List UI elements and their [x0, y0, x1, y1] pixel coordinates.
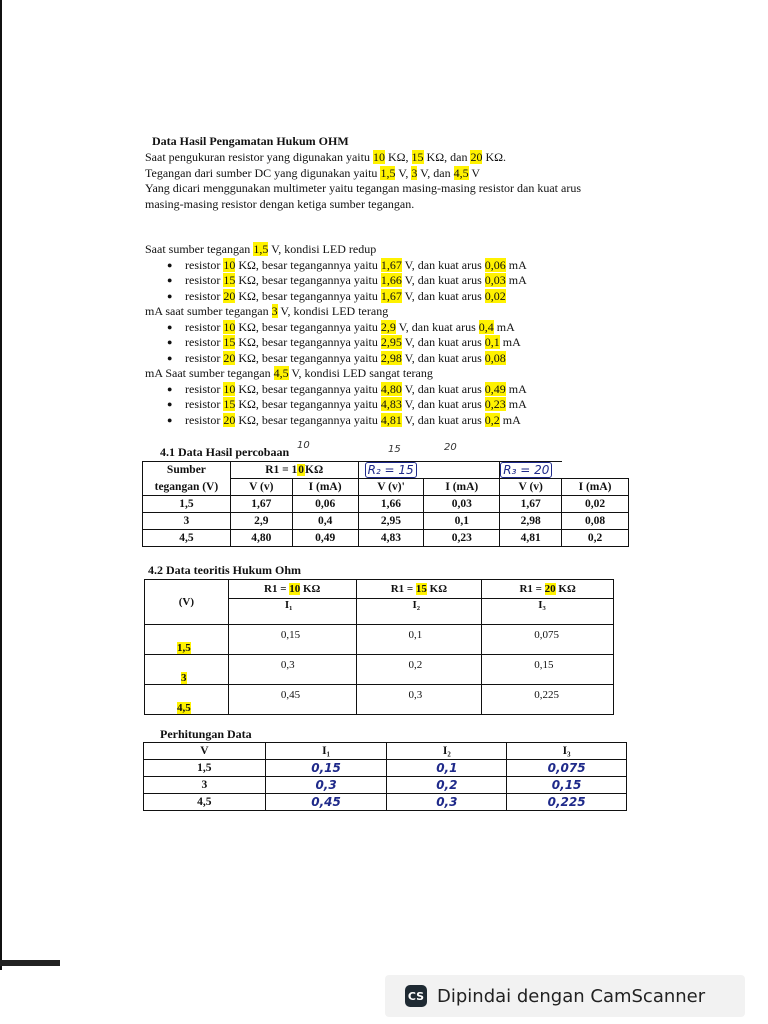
highlight-value: 2,95	[380, 335, 402, 349]
table-cell: 0,15	[228, 625, 356, 655]
highlight-value: 2,98	[380, 350, 402, 365]
list-item	[145, 335, 527, 351]
bullet-text: resistor	[185, 288, 224, 303]
table-row	[144, 794, 627, 811]
highlight-value: 0,08	[484, 350, 506, 365]
intro-text: Saat pengukuran resistor yang digunakan yaitu	[145, 150, 373, 164]
list-item	[145, 413, 527, 429]
table-header-cell	[230, 462, 358, 479]
table-row	[144, 760, 627, 777]
table-header-row	[145, 580, 614, 599]
highlight-value: 0,49	[484, 381, 506, 396]
highlight-value: 3	[271, 304, 278, 318]
table1-title: 4.1 Data Hasil percobaan	[160, 445, 290, 459]
header-text: KΩ	[555, 583, 576, 596]
list-item	[145, 397, 527, 413]
table2-title: 4.2 Data teoritis Hukum Ohm	[148, 563, 301, 577]
bullet-text: V, dan kuat arus	[401, 350, 485, 365]
bullet-unit: mA	[499, 412, 521, 427]
highlight-value: 10	[372, 150, 385, 164]
highlight-value: 1,5	[380, 165, 396, 180]
highlight-value: 0,4	[478, 319, 494, 334]
bullet-list	[145, 258, 527, 305]
highlight-value: 20	[470, 150, 483, 164]
bullet-text: KΩ, besar tegangannya yaitu	[235, 335, 381, 349]
highlight-mark: 0	[298, 464, 305, 476]
highlight-value: 10	[223, 257, 236, 272]
bullet-text: KΩ, besar tegangannya yaitu	[235, 319, 381, 334]
highlight-value: 0,1	[484, 335, 500, 349]
bullet-text: resistor	[185, 397, 224, 411]
list-item	[145, 382, 527, 398]
highlight-value: 0,02	[484, 288, 506, 303]
bullet-text: KΩ, besar tegangannya yaitu	[235, 273, 381, 287]
bullet-text: KΩ, besar tegangannya yaitu	[235, 397, 381, 411]
table-header-cell: I₂	[387, 743, 507, 760]
intro-text: Tegangan dari sumber DC yang digunakan yaitu	[145, 165, 381, 180]
document-section	[152, 134, 349, 150]
highlight-value: 1,67	[380, 257, 402, 272]
bullet-unit: mA	[499, 335, 521, 349]
highlight-value: 4,81	[380, 412, 402, 427]
table-cell: 0,45	[228, 685, 356, 715]
intro-line-2	[145, 166, 581, 182]
table-cell: 1,67	[500, 496, 562, 513]
highlight-value: 10	[223, 319, 236, 334]
handwritten-cell: 0,45	[265, 794, 387, 811]
highlight-value: 15	[411, 150, 424, 164]
table-header-cell	[358, 462, 500, 479]
table-cell: 0,08	[562, 513, 629, 530]
table-row	[143, 513, 629, 530]
handwritten-cell: 0,075	[507, 760, 627, 777]
list-item	[145, 320, 527, 336]
table-cell: 4,80	[230, 530, 292, 547]
table-row	[145, 625, 614, 655]
bullet-text: resistor	[185, 257, 224, 272]
header-text: R1 =	[264, 583, 290, 596]
group-heading	[145, 366, 527, 382]
observation-groups	[145, 242, 527, 428]
highlight-value: 10	[223, 381, 236, 396]
group-heading-text: Saat sumber tegangan	[145, 242, 254, 256]
group-heading	[145, 304, 527, 320]
table-row	[144, 777, 627, 794]
table-cell: 0,4	[292, 513, 358, 530]
table-cell: 1,67	[230, 496, 292, 513]
bullet-unit: mA	[505, 381, 527, 396]
group-heading	[145, 242, 527, 258]
pen-mark-r2: 15	[388, 444, 401, 455]
intro-text: V	[468, 165, 481, 180]
intro-text: V,	[395, 165, 412, 180]
table-cell: 4,81	[500, 530, 562, 547]
table-cell: 4,83	[358, 530, 424, 547]
bullet-text: V, dan kuat arus	[401, 412, 485, 427]
bullet-text: V, dan kuat arus	[401, 381, 485, 396]
handwritten-cell: 0,1	[387, 760, 507, 777]
group-heading-text: mA Saat sumber tegangan	[145, 366, 274, 380]
handwritten-label: R₂ = 15	[365, 462, 417, 478]
handwritten-cell: 0,225	[507, 794, 627, 811]
highlight-value: 3	[411, 165, 418, 180]
highlight-value: 0,23	[484, 397, 506, 411]
highlight-value: 4,5	[273, 366, 289, 380]
table-header-cell	[228, 580, 356, 599]
table-cell: 1,5	[143, 496, 231, 513]
table-header-row	[144, 743, 627, 760]
table-cell: 2,95	[358, 513, 424, 530]
pen-mark-r3: 20	[444, 442, 457, 453]
table-header-cell: V	[144, 743, 266, 760]
handwritten-cell: 0,15	[265, 760, 387, 777]
table-header-cell: (V)	[145, 580, 229, 625]
table-cell: 0,225	[482, 685, 614, 715]
table-cell: 0,15	[482, 655, 614, 685]
group-heading-text: V, kondisi LED redup	[268, 242, 377, 256]
intro-line-3: Yang dicari menggunakan multimeter yaitu tegangan masing-masing resistor dan kuat arus	[145, 181, 582, 195]
intro-text: KΩ, dan	[423, 150, 471, 164]
highlight-value: 0,2	[484, 412, 500, 427]
table-header-cell	[562, 462, 629, 479]
table-cell: 0,075	[482, 625, 614, 655]
table-row	[143, 496, 629, 513]
table-cell	[145, 655, 229, 685]
header-text: R1 = 1	[265, 464, 298, 476]
highlight-value: 15	[223, 397, 236, 411]
table-header-cell: I (mA)	[562, 479, 629, 496]
highlight-value: 10	[289, 583, 301, 596]
intro-text: KΩ.	[482, 150, 507, 164]
document-heading: Data Hasil Pengamatan Hukum OHM	[152, 134, 349, 148]
handwritten-cell: 0,15	[507, 777, 627, 794]
bullet-text: KΩ, besar tegangannya yaitu	[235, 412, 381, 427]
camscanner-watermark	[385, 975, 745, 1017]
table-cell: 0,49	[292, 530, 358, 547]
data-table-percobaan	[142, 461, 629, 547]
highlight-value: 20	[544, 583, 556, 596]
intro-line-1	[145, 150, 581, 166]
table3-title: Perhitungan Data	[160, 727, 252, 741]
highlight-value: 15	[223, 273, 236, 287]
bullet-text: KΩ, besar tegangannya yaitu	[235, 350, 381, 365]
data-table-perhitungan	[143, 742, 627, 811]
highlight-value: 1,67	[380, 288, 402, 303]
highlight-value: 4,5	[453, 165, 469, 180]
bullet-text: resistor	[185, 350, 224, 365]
bullet-list	[145, 320, 527, 367]
table-row	[145, 685, 614, 715]
table-cell	[145, 625, 229, 655]
highlight-value: 4,5	[177, 702, 191, 714]
table-cell: 0,3	[228, 655, 356, 685]
group-heading-text: mA saat sumber tegangan	[145, 304, 272, 318]
table-cell: 0,3	[356, 685, 482, 715]
table-header-cell: I (mA)	[424, 479, 500, 496]
table-header-cell: I₁	[228, 599, 356, 625]
bullet-text: V, dan kuat arus	[401, 257, 485, 272]
table-row	[145, 655, 614, 685]
table-subheader-row	[143, 479, 629, 496]
bullet-unit: mA	[493, 319, 515, 334]
table-header-row	[143, 462, 629, 479]
highlight-value: 20	[223, 412, 236, 427]
bullet-text: resistor	[185, 412, 224, 427]
table-header-cell	[356, 580, 482, 599]
bullet-text: V, dan kuat arus	[395, 319, 479, 334]
list-item	[145, 258, 527, 274]
table-cell: 0,2	[356, 655, 482, 685]
handwritten-cell: 0,3	[387, 794, 507, 811]
table-header-cell: I₂	[356, 599, 482, 625]
highlight-value: 20	[223, 350, 236, 365]
scan-page-corner	[0, 960, 60, 966]
header-text: KΩ	[305, 464, 324, 476]
bullet-text: resistor	[185, 381, 224, 396]
bullet-text: KΩ, besar tegangannya yaitu	[235, 381, 381, 396]
intro-line-4: masing-masing resistor dengan ketiga sumber tegangan.	[145, 196, 415, 211]
table-cell: 4,5	[144, 794, 266, 811]
table-header-cell: I (mA)	[292, 479, 358, 496]
camscanner-logo-icon: CS	[405, 985, 427, 1007]
highlight-value: 4,83	[380, 397, 402, 411]
table-cell: 4,5	[143, 530, 231, 547]
header-text: R1 =	[519, 583, 545, 596]
highlight-value: 0,03	[484, 273, 506, 287]
table-cell: 0,1	[356, 625, 482, 655]
camscanner-label: Dipindai dengan CamScanner	[437, 985, 706, 1007]
highlight-value: 15	[415, 583, 427, 596]
bullet-text: resistor	[185, 319, 224, 334]
table-header-cell: I₁	[265, 743, 387, 760]
table-cell: 0,23	[424, 530, 500, 547]
handwritten-label: R₃ = 20	[500, 462, 552, 478]
table-header-cell: V (v)	[500, 479, 562, 496]
highlight-value: 1,5	[253, 242, 269, 256]
table-cell: 0,03	[424, 496, 500, 513]
table-header-cell: tegangan (V)	[143, 479, 231, 496]
table-cell: 0,1	[424, 513, 500, 530]
table-cell	[145, 685, 229, 715]
table-header-cell: V (v)	[230, 479, 292, 496]
table-header-cell: V (v)'	[358, 479, 424, 496]
table-header-cell	[482, 580, 614, 599]
bullet-text: V, dan kuat arus	[401, 288, 485, 303]
table-cell: 0,02	[562, 496, 629, 513]
intro-text: KΩ,	[384, 150, 412, 164]
group-heading-text: V, kondisi LED terang	[277, 304, 389, 318]
table-header-cell: I₃	[482, 599, 614, 625]
table-cell: 1,5	[144, 760, 266, 777]
highlight-value: 0,06	[484, 257, 506, 272]
bullet-text: KΩ, besar tegangannya yaitu	[235, 257, 381, 272]
bullet-unit: mA	[505, 397, 527, 411]
bullet-text: resistor	[185, 273, 224, 287]
handwritten-cell: 0,3	[265, 777, 387, 794]
list-item	[145, 273, 527, 289]
highlight-value: 3	[181, 672, 187, 684]
scan-page-edge	[0, 0, 2, 970]
bullet-unit: mA	[505, 257, 527, 272]
header-text: KΩ	[300, 583, 321, 596]
intro-paragraph	[145, 150, 581, 212]
table-cell: 1,66	[358, 496, 424, 513]
highlight-value: 4,80	[380, 381, 402, 396]
table-cell: 3	[144, 777, 266, 794]
bullet-text: resistor	[185, 335, 224, 349]
intro-text: V, dan	[417, 165, 454, 180]
table-cell: 2,9	[230, 513, 292, 530]
table-header-cell: Sumber	[143, 462, 231, 479]
bullet-text: V, dan kuat arus	[401, 273, 485, 287]
table-row	[143, 530, 629, 547]
table-header-cell: I₃	[507, 743, 627, 760]
highlight-value: 1,66	[380, 273, 402, 287]
table-cell: 0,06	[292, 496, 358, 513]
bullet-list	[145, 382, 527, 429]
table-cell: 2,98	[500, 513, 562, 530]
data-table-teoritis	[144, 579, 614, 715]
list-item	[145, 351, 527, 367]
table-cell: 3	[143, 513, 231, 530]
header-text: KΩ	[426, 583, 448, 596]
group-heading-text: V, kondisi LED sangat terang	[288, 366, 433, 380]
table-header-cell	[500, 462, 562, 479]
handwritten-cell: 0,2	[387, 777, 507, 794]
highlight-value: 2,9	[380, 319, 396, 334]
bullet-text: V, dan kuat arus	[401, 397, 485, 411]
highlight-value: 1,5	[177, 642, 191, 654]
bullet-text: V, dan kuat arus	[401, 335, 485, 349]
table-cell: 0,2	[562, 530, 629, 547]
pen-mark-r1: 10	[297, 440, 310, 451]
list-item	[145, 289, 527, 305]
highlight-value: 20	[223, 288, 236, 303]
header-text: R1 =	[390, 583, 416, 596]
bullet-unit: mA	[505, 273, 527, 287]
bullet-text: KΩ, besar tegangannya yaitu	[235, 288, 381, 303]
highlight-value: 15	[223, 335, 236, 349]
